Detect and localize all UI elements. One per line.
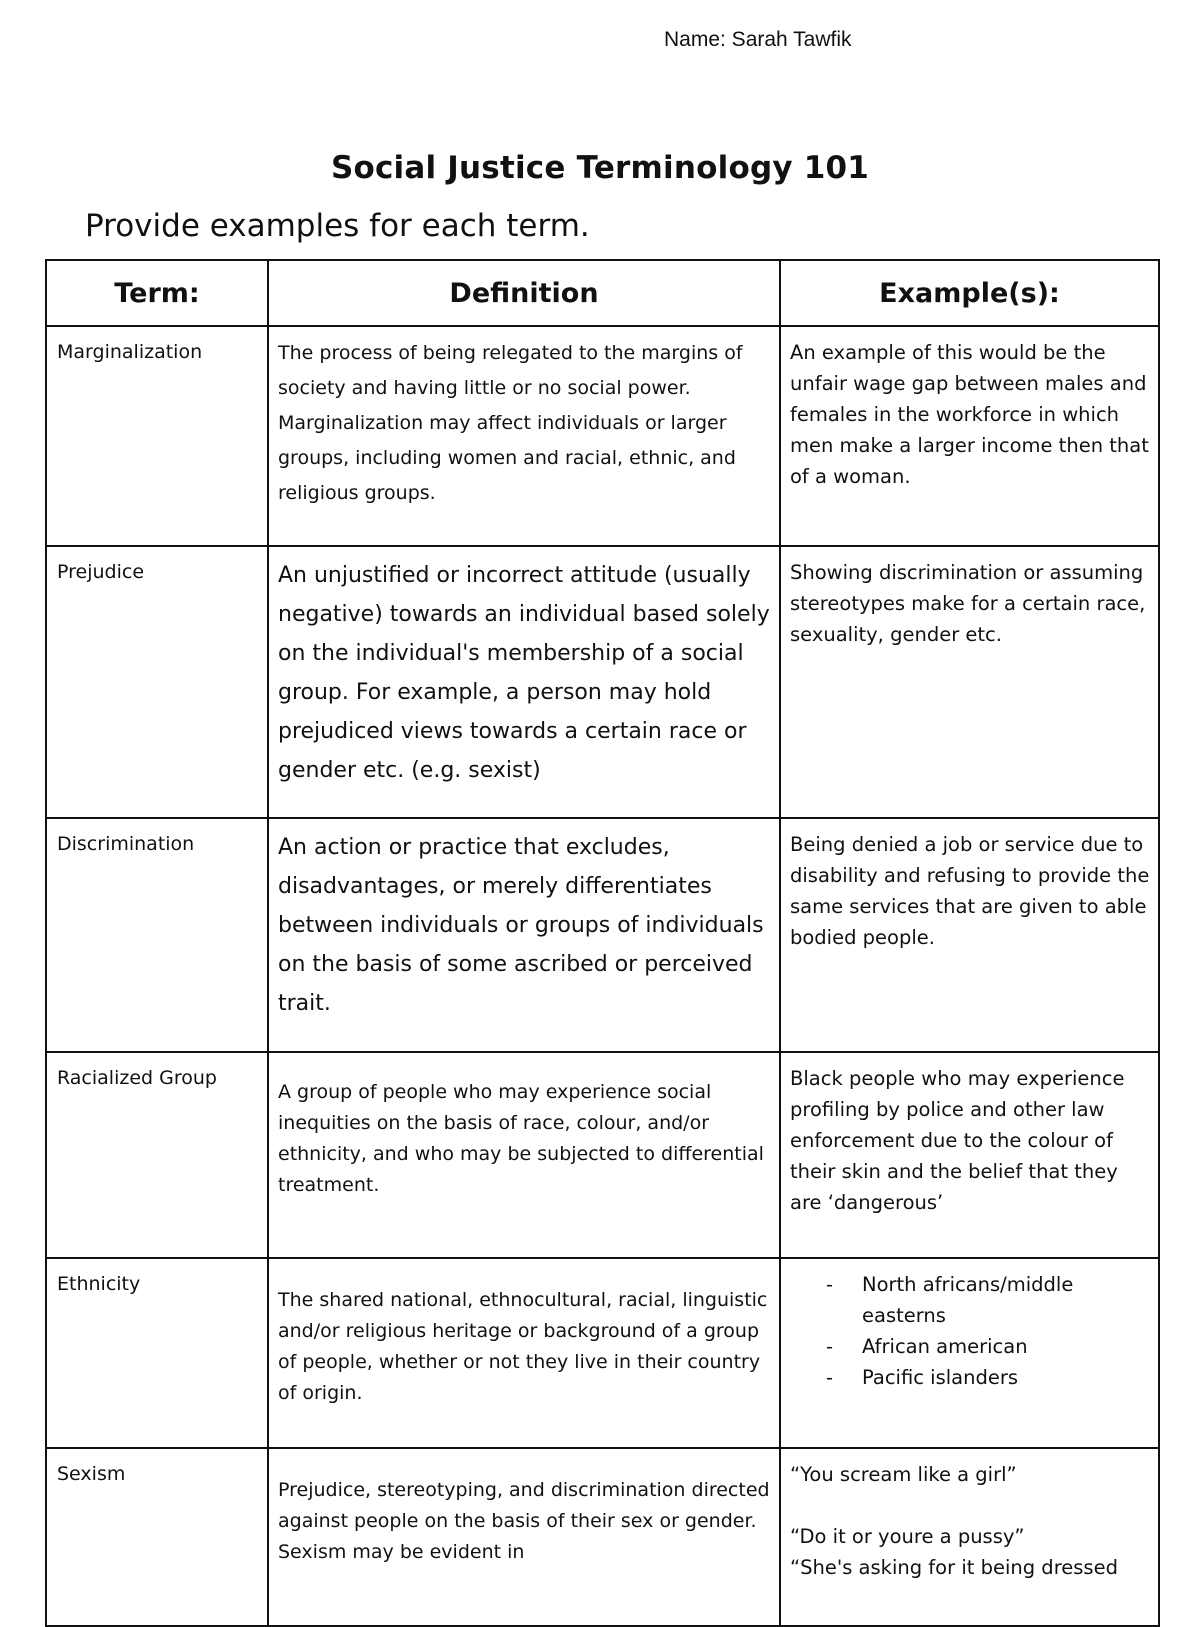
example-cell: Being denied a job or service due to disability and refusing to provide the same services that are given to able bodied people.: [780, 818, 1159, 1052]
example-list: [790, 1269, 1150, 1393]
example-cell: An example of this would be the unfair wage gap between males and females in the workforce in which men make a larger income then that of a woman.: [780, 326, 1159, 546]
table-header-row: [46, 260, 1159, 326]
example-quote: “Do it or youre a pussy”: [790, 1525, 1025, 1548]
term-cell: Marginalization: [46, 326, 268, 546]
table-row: [46, 546, 1159, 818]
instructions: Provide examples for each term.: [85, 208, 590, 244]
term-cell: Ethnicity: [46, 1258, 268, 1448]
example-cell: Black people who may experience profiling by police and other law enforcement due to the colour of their skin and the belief that they are ‘dangerous’: [780, 1052, 1159, 1258]
definition-cell: Prejudice, stereotyping, and discrimination directed against people on the basis of their sex or gender. Sexism may be evident in: [268, 1448, 780, 1626]
header-examples: Example(s):: [780, 260, 1159, 326]
term-cell: Sexism: [46, 1448, 268, 1626]
table-row: [46, 1052, 1159, 1258]
student-name: Name: Sarah Tawfik: [664, 28, 852, 51]
term-cell: Discrimination: [46, 818, 268, 1052]
example-cell: Showing discrimination or assuming stereotypes make for a certain race, sexuality, gender etc.: [780, 546, 1159, 818]
header-definition: Definition: [268, 260, 780, 326]
example-quote: “She's asking for it being dressed: [790, 1556, 1118, 1579]
list-item: - African american: [826, 1331, 1150, 1362]
table-row: [46, 326, 1159, 546]
example-quote: “You scream like a girl”: [790, 1463, 1017, 1486]
definition-cell: The shared national, ethnocultural, racial, linguistic and/or religious heritage or background of a group of people, whether or not they live in their country of origin.: [268, 1258, 780, 1448]
terminology-table: [45, 259, 1160, 1627]
table-row: [46, 818, 1159, 1052]
example-cell: [780, 1258, 1159, 1448]
definition-cell: An unjustified or incorrect attitude (usually negative) towards an individual based solely on the individual's membership of a social group. For example, a person may hold prejudiced views towards a certain race or gender etc. (e.g. sexist): [268, 546, 780, 818]
table-row: [46, 1448, 1159, 1626]
document-title: Social Justice Terminology 101: [330, 150, 870, 186]
list-item: - North africans/middle easterns: [826, 1269, 1150, 1331]
quote-spacer: [790, 1490, 1150, 1521]
header-term: Term:: [46, 260, 268, 326]
term-cell: Racialized Group: [46, 1052, 268, 1258]
definition-cell: An action or practice that excludes, disadvantages, or merely differentiates between individuals or groups of individuals on the basis of some ascribed or perceived trait.: [268, 818, 780, 1052]
definition-cell: A group of people who may experience social inequities on the basis of race, colour, and/or ethnicity, and who may be subjected to differential treatment.: [268, 1052, 780, 1258]
definition-cell: The process of being relegated to the margins of society and having little or no social power. Marginalization may affect individuals or larger groups, including women and racial, ethnic, and religious groups.: [268, 326, 780, 546]
term-cell: Prejudice: [46, 546, 268, 818]
list-item: - Pacific islanders: [826, 1362, 1150, 1393]
table-row: [46, 1258, 1159, 1448]
example-cell: [780, 1448, 1159, 1626]
